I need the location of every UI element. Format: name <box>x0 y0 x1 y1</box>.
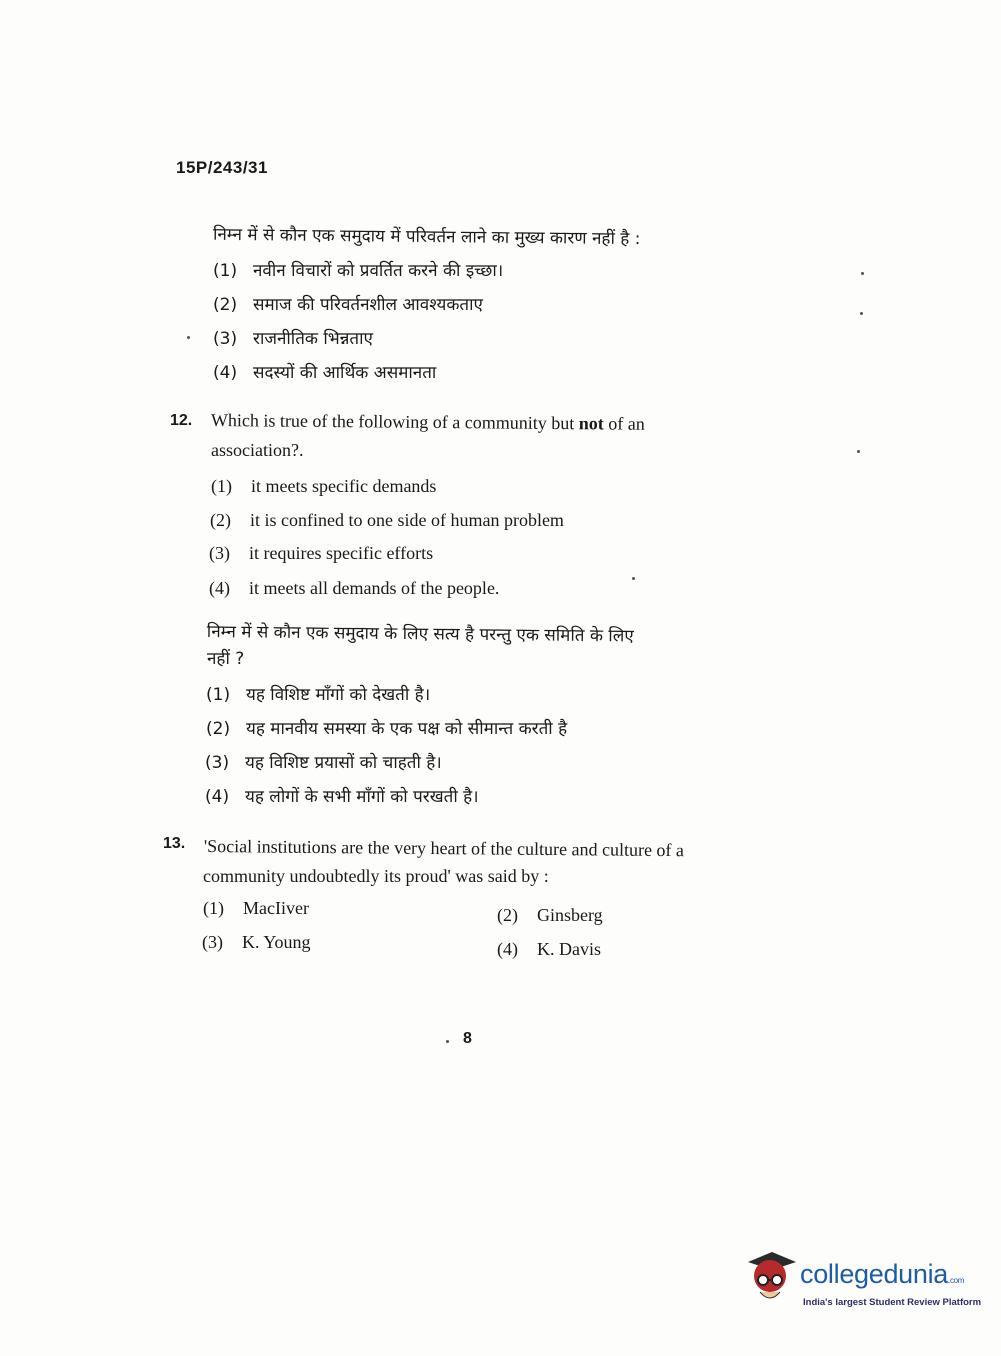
q13-number: 13. <box>163 835 186 852</box>
scan-speck <box>857 450 860 453</box>
q13-option-1: (1) MacIiver <box>203 898 309 918</box>
q12-question-line2: association?. <box>211 440 304 460</box>
scan-speck <box>861 272 864 275</box>
q12-hindi-option-2: (2) यह मानवीय समस्या के एक पक्ष को सीमान्त करती है <box>206 719 568 739</box>
q11-hindi-question: निम्न में से कौन एक समुदाय में परिवर्तन लाने का मुख्य कारण नहीं है : <box>212 224 641 250</box>
scan-speck <box>632 577 635 580</box>
scan-speck <box>446 1040 449 1043</box>
q12-hindi-question-line2: नहीं ? <box>207 649 245 669</box>
logo-brand: collegedunia.com <box>800 1259 965 1289</box>
q13-option-2: (2) Ginsberg <box>497 905 603 925</box>
q12-option-3: (3) it requires specific efforts <box>209 543 434 563</box>
q13-option-3: (3) K. Young <box>202 932 311 952</box>
q12-option-4: (4) it meets all demands of the people. <box>209 578 500 598</box>
logo-suffix: .com <box>948 1276 965 1285</box>
q11-hindi-option-1: (1) नवीन विचारों को प्रवर्तित करने की इच्छा। <box>213 261 504 281</box>
q12-number: 12. <box>170 412 193 429</box>
q12-question-line1: Which is true of the following of a community but not of an <box>210 410 645 434</box>
page-number: 8 <box>463 1030 472 1047</box>
q12-option-1: (1) it meets specific demands <box>211 476 437 496</box>
q11-hindi-option-4: (4) सदस्यों की आर्थिक असमानता <box>213 363 437 383</box>
q12-option-2: (2) it is confined to one side of human problem <box>210 510 564 530</box>
scan-speck <box>187 336 190 339</box>
mascot-icon <box>748 1252 796 1298</box>
q11-hindi-option-2: (2) समाज की परिवर्तनशील आवश्यकताए <box>213 295 483 315</box>
q12-hindi-option-4: (4) यह लोगों के सभी माँगों को परखती है। <box>205 787 479 807</box>
q13-question-line1: 'Social institutions are the very heart of the culture and culture of a <box>203 836 685 861</box>
q13-option-4: (4) K. Davis <box>497 939 601 959</box>
q12-hindi-question-line1: निम्न में से कौन एक समुदाय के लिए सत्य है परन्तु एक समिति के लिए <box>206 621 634 647</box>
paper-code: 15P/243/31 <box>176 158 268 177</box>
q12-hindi-option-1: (1) यह विशिष्ट माँगों को देखती है। <box>206 685 431 705</box>
q11-hindi-option-3: (3) राजनीतिक भिन्नताए <box>213 329 373 349</box>
scan-speck <box>860 312 863 315</box>
logo-tagline: India's largest Student Review Platform <box>803 1297 982 1308</box>
q13-question-line2: community undoubtedly its proud' was said by : <box>203 866 549 886</box>
q12-hindi-option-3: (3) यह विशिष्ट प्रयासों को चाहती है। <box>205 753 442 773</box>
